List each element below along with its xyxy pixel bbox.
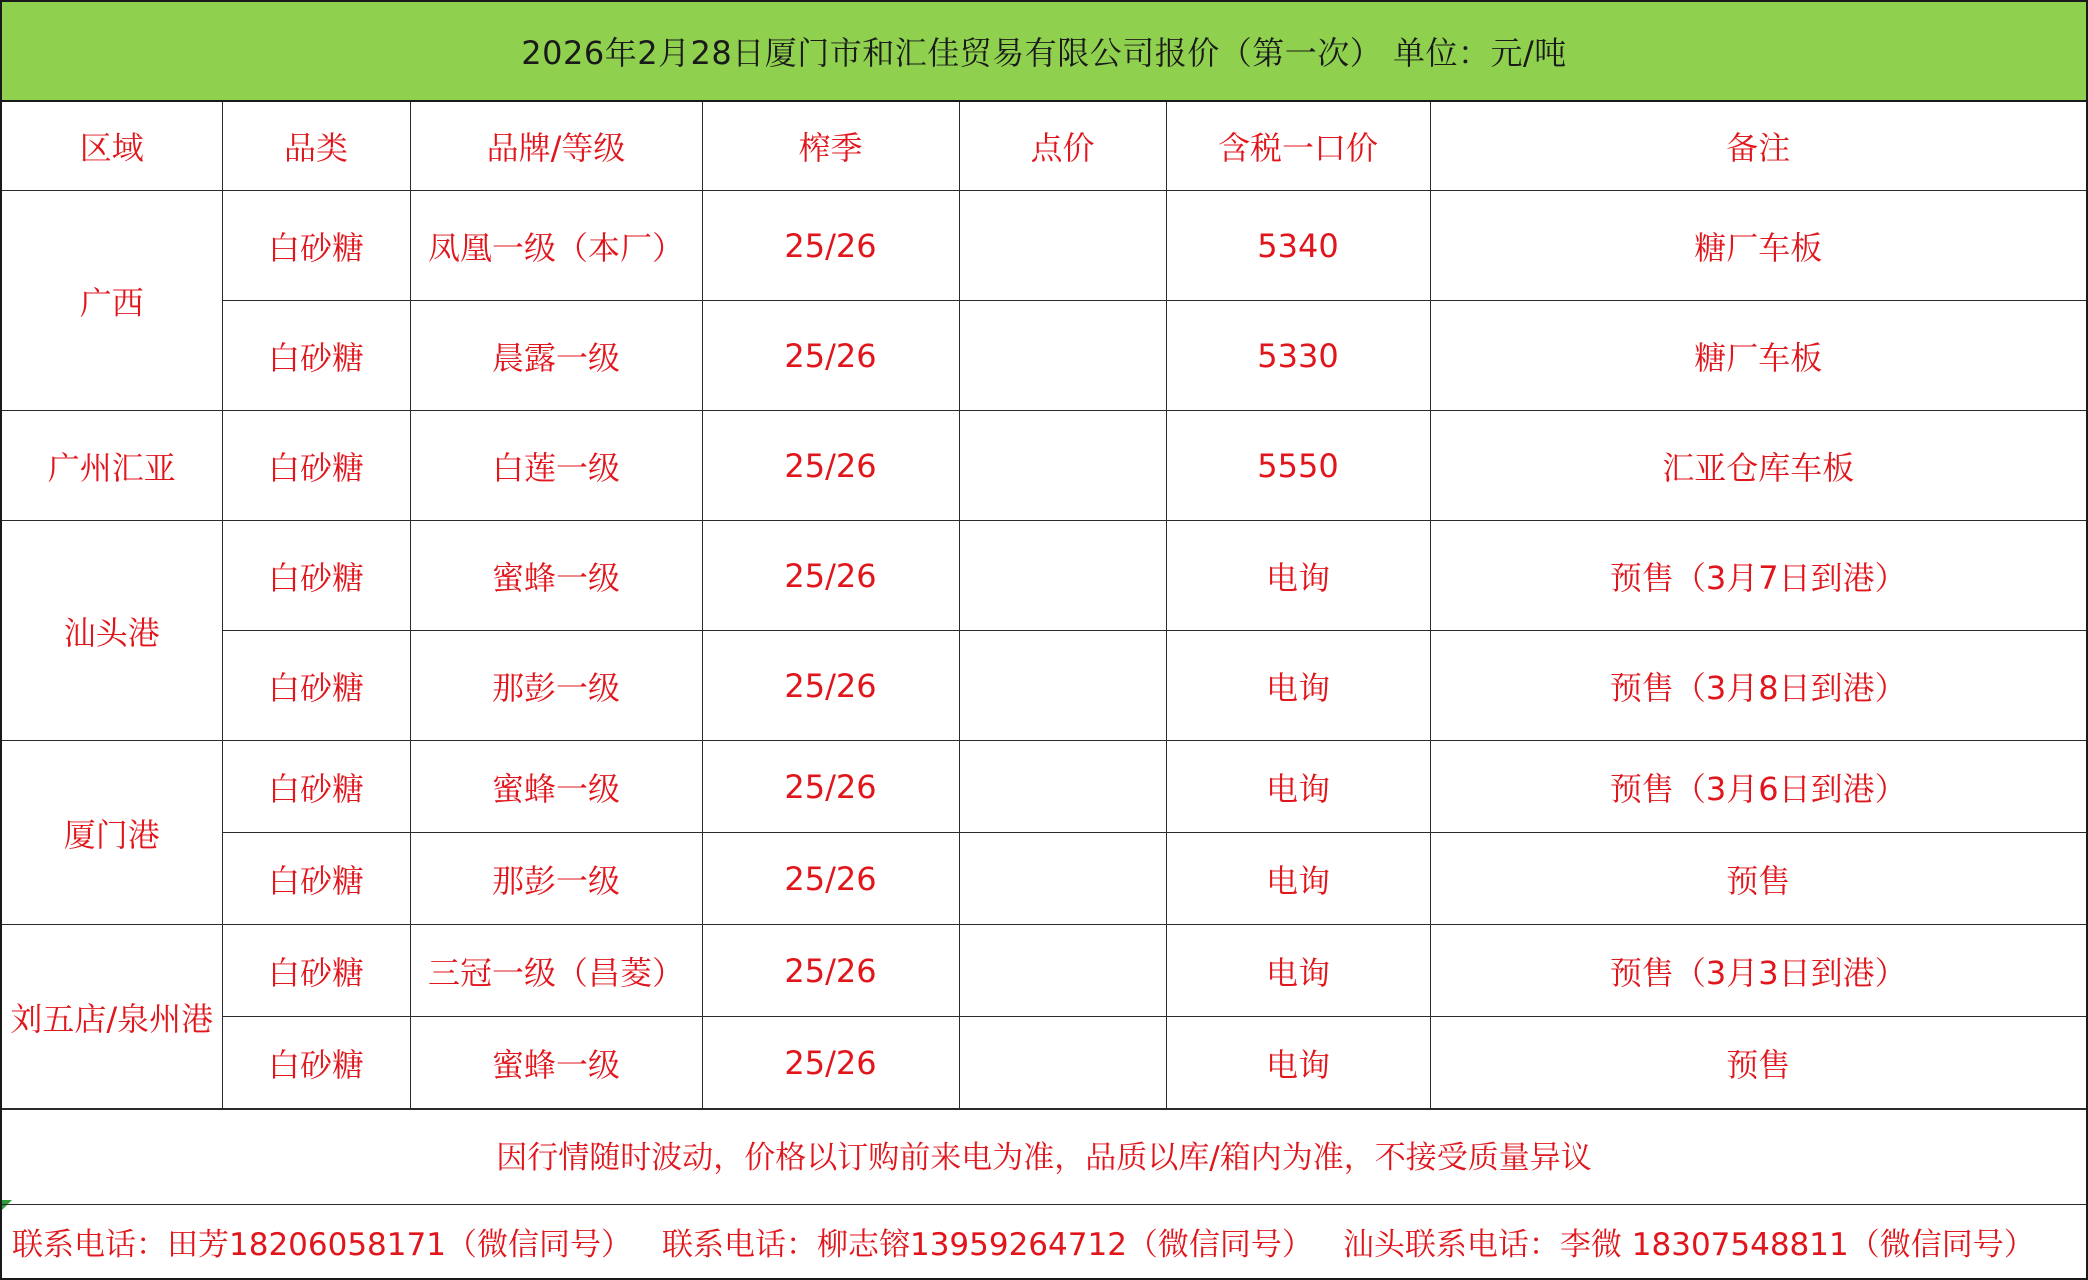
- header-category: 品类: [222, 102, 410, 191]
- sheet-title: 2026年2月28日厦门市和汇佳贸易有限公司报价（第一次） 单位：元/吨: [2, 2, 2086, 102]
- price-table: [2, 102, 2086, 1109]
- category-cell: 白砂糖: [222, 833, 410, 925]
- price-cell: 电询: [1166, 741, 1430, 833]
- remark-cell: 预售: [1430, 833, 2086, 925]
- category-cell: 白砂糖: [222, 1017, 410, 1109]
- table-row: [2, 191, 2086, 301]
- remark-cell: 糖厂车板: [1430, 301, 2086, 411]
- point-price-cell: [959, 925, 1166, 1017]
- category-cell: 白砂糖: [222, 741, 410, 833]
- category-cell: 白砂糖: [222, 521, 410, 631]
- table-row: [2, 1017, 2086, 1109]
- region-cell: 汕头港: [2, 521, 222, 741]
- remark-cell: 预售（3月7日到港）: [1430, 521, 2086, 631]
- category-cell: 白砂糖: [222, 191, 410, 301]
- header-brand: 品牌/等级: [410, 102, 702, 191]
- disclaimer-note: 因行情随时波动，价格以订购前来电为准，品质以库/箱内为准，不接受质量异议: [2, 1109, 2086, 1199]
- table-row: [2, 411, 2086, 521]
- season-cell: 25/26: [702, 631, 959, 741]
- point-price-cell: [959, 631, 1166, 741]
- region-cell: 刘五店/泉州港: [2, 925, 222, 1109]
- price-cell: 电询: [1166, 631, 1430, 741]
- table-row: [2, 301, 2086, 411]
- contact-phone-3: 汕头联系电话：李微 18307548811（微信同号）: [1342, 1227, 2035, 1263]
- season-cell: 25/26: [702, 833, 959, 925]
- price-cell: 电询: [1166, 925, 1430, 1017]
- category-cell: 白砂糖: [222, 301, 410, 411]
- remark-cell: 糖厂车板: [1430, 191, 2086, 301]
- season-cell: 25/26: [702, 741, 959, 833]
- season-cell: 25/26: [702, 411, 959, 521]
- remark-cell: 预售: [1430, 1017, 2086, 1109]
- price-cell: 5550: [1166, 411, 1430, 521]
- brand-cell: 白莲一级: [410, 411, 702, 521]
- brand-cell: 蜜蜂一级: [410, 1017, 702, 1109]
- point-price-cell: [959, 411, 1166, 521]
- category-cell: 白砂糖: [222, 411, 410, 521]
- brand-cell: 三冠一级（昌菱）: [410, 925, 702, 1017]
- brand-cell: 晨露一级: [410, 301, 702, 411]
- contact-bar: [2, 1204, 2086, 1278]
- table-row: [2, 925, 2086, 1017]
- table-row: [2, 833, 2086, 925]
- remark-cell: 汇亚仓库车板: [1430, 411, 2086, 521]
- region-cell: 厦门港: [2, 741, 222, 925]
- region-cell: 广西: [2, 191, 222, 411]
- brand-cell: 蜜蜂一级: [410, 741, 702, 833]
- header-price: 含税一口价: [1166, 102, 1430, 191]
- season-cell: 25/26: [702, 191, 959, 301]
- table-row: [2, 741, 2086, 833]
- header-point-price: 点价: [959, 102, 1166, 191]
- remark-cell: 预售（3月8日到港）: [1430, 631, 2086, 741]
- season-cell: 25/26: [702, 925, 959, 1017]
- contact-phone-2: 联系电话：柳志镕13959264712（微信同号）: [661, 1227, 1313, 1263]
- header-row: [2, 102, 2086, 191]
- price-cell: 电询: [1166, 1017, 1430, 1109]
- season-cell: 25/26: [702, 301, 959, 411]
- remark-cell: 预售（3月6日到港）: [1430, 741, 2086, 833]
- table-row: [2, 521, 2086, 631]
- brand-cell: 那彭一级: [410, 631, 702, 741]
- point-price-cell: [959, 741, 1166, 833]
- contact-phone-1: 联系电话：田芳18206058171（微信同号）: [12, 1227, 632, 1263]
- price-cell: 5340: [1166, 191, 1430, 301]
- point-price-cell: [959, 191, 1166, 301]
- brand-cell: 凤凰一级（本厂）: [410, 191, 702, 301]
- category-cell: 白砂糖: [222, 925, 410, 1017]
- point-price-cell: [959, 1017, 1166, 1109]
- point-price-cell: [959, 301, 1166, 411]
- season-cell: 25/26: [702, 1017, 959, 1109]
- header-season: 榨季: [702, 102, 959, 191]
- header-region: 区域: [2, 102, 222, 191]
- point-price-cell: [959, 833, 1166, 925]
- brand-cell: 蜜蜂一级: [410, 521, 702, 631]
- table-row: [2, 631, 2086, 741]
- price-cell: 电询: [1166, 521, 1430, 631]
- category-cell: 白砂糖: [222, 631, 410, 741]
- price-cell: 5330: [1166, 301, 1430, 411]
- brand-cell: 那彭一级: [410, 833, 702, 925]
- season-cell: 25/26: [702, 521, 959, 631]
- point-price-cell: [959, 521, 1166, 631]
- remark-cell: 预售（3月3日到港）: [1430, 925, 2086, 1017]
- region-cell: 广州汇亚: [2, 411, 222, 521]
- header-remark: 备注: [1430, 102, 2086, 191]
- price-cell: 电询: [1166, 833, 1430, 925]
